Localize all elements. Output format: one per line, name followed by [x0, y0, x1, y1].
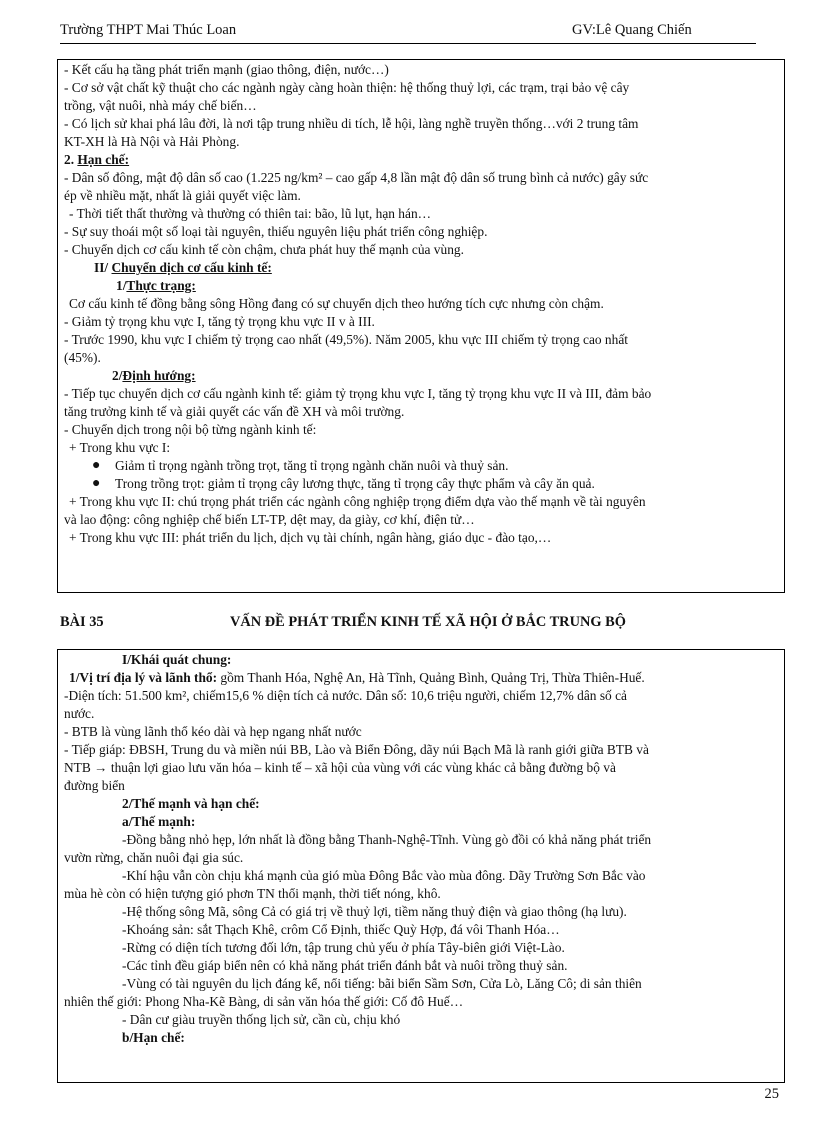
text-line: + Trong khu vực I:	[69, 440, 171, 455]
bullet-text: Trong trồng trọt: giảm tỉ trọng cây lương thực, tăng tỉ trọng cây thực phẩm và cây ăn quả.	[115, 476, 595, 491]
text-line: - Có lịch sử khai phá lâu đời, là nơi tập trung nhiều di tích, lễ hội, làng nghề truyền thống…với 2 trung tâm	[64, 116, 639, 131]
text-line: -Hệ thống sông Mã, sông Cả có giá trị về thuỷ lợi, tiềm năng thuỷ điện và giao thông (hạ lưu).	[122, 904, 627, 919]
bullet-item	[64, 475, 779, 493]
page-header	[60, 21, 756, 44]
text-line: NTB → thuận lợi giao lưu văn hóa – kinh tế – xã hội của vùng với các vùng khác cả bằng đường bộ và	[64, 760, 616, 775]
heading-number: 2/	[112, 368, 123, 383]
content-box-bottom	[57, 649, 785, 1083]
school-name: Trường THPT Mai Thúc Loan	[60, 22, 237, 38]
text-line: - Thời tiết thất thường và thường có thiên tai: bão, lũ lụt, hạn hán…	[69, 206, 432, 221]
text-line: tăng trưởng kinh tế và giải quyết các vấn đề XH và môi trường.	[64, 404, 405, 419]
text-line: mùa hè còn có hiện tượng gió phơn TN thổi mạnh, thời tiết nóng, khô.	[64, 886, 441, 901]
heading-text: Chuyển dịch cơ cấu kinh tế:	[111, 260, 272, 275]
text-line: nước.	[64, 706, 95, 721]
subheading-the-manh: a/Thế mạnh:	[122, 814, 196, 829]
text-line: - Sự suy thoái một số loại tài nguyên, thiếu nguyên liệu phát triển công nghiệp.	[64, 224, 488, 239]
text-line: - Cơ sở vật chất kỹ thuật cho các ngành ngày càng hoàn thiện: hệ thống thuỷ lợi, các trạm, trại bảo vệ cây	[64, 80, 630, 95]
text-line: - Dân cư giàu truyền thống lịch sử, cần cù, chịu khó	[122, 1012, 401, 1027]
text-line: - Giảm tỷ trọng khu vực I, tăng tỷ trọng khu vực II v à III.	[64, 314, 375, 329]
text-line: -Đồng bằng nhỏ hẹp, lớn nhất là đồng bằng Thanh-Nghệ-Tĩnh. Vùng gò đồi có khả năng phát triển	[122, 832, 652, 847]
text-line: + Trong khu vực II: chú trọng phát triển các ngành công nghiệp trọng điểm dựa vào thế mạnh về tài nguyên	[69, 494, 646, 509]
heading-number: 2.	[64, 152, 78, 167]
content-box-top	[57, 59, 785, 593]
heading-number: II/	[94, 260, 112, 275]
bullet-icon: ●	[92, 458, 101, 473]
heading-text: Thực trạng:	[126, 278, 196, 293]
text-line: - Chuyển dịch trong nội bộ từng ngành kinh tế:	[64, 422, 317, 437]
teacher-name: GV:Lê Quang Chiến	[572, 22, 692, 38]
text-line: - BTB là vùng lãnh thổ kéo dài và hẹp ngang nhất nước	[64, 724, 362, 739]
subheading-han-che: b/Hạn chế:	[122, 1030, 185, 1045]
bullet-icon: ●	[92, 476, 101, 491]
text-line: - Trước 1990, khu vực I chiếm tỷ trọng cao nhất (49,5%). Năm 2005, khu vực III chiếm tỷ trọng cao nhất	[64, 332, 628, 347]
lesson-heading	[60, 613, 780, 633]
text-line: ép về nhiều mặt, nhất là giải quyết việc làm.	[64, 188, 301, 203]
text-line: Cơ cấu kinh tế đồng bằng sông Hồng đang có sự chuyển dịch theo hướng tích cực nhưng còn chậm.	[69, 296, 604, 311]
text-line: - Chuyển dịch cơ cấu kinh tế còn chậm, chưa phát huy thế mạnh của vùng.	[64, 242, 464, 257]
lesson-title: VẤN ĐỀ PHÁT TRIỂN KINH TẾ XÃ HỘI Ở BẮC TRUNG BỘ	[230, 614, 626, 630]
lesson-number: BÀI 35	[60, 614, 104, 630]
text-line: (45%).	[64, 350, 101, 365]
section-heading-the-manh: 2/Thế mạnh và hạn chế:	[122, 796, 260, 811]
text-line: - Kết cấu hạ tầng phát triển mạnh (giao thông, điện, nước…)	[64, 62, 389, 77]
text-line: KT-XH là Hà Nội và Hải Phòng.	[64, 134, 240, 149]
section-heading-han-che	[64, 151, 779, 169]
heading-number: 1/	[116, 278, 127, 293]
text-line: -Rừng có diện tích tương đối lớn, tập trung chủ yếu ở phía Tây-biên giới Việt-Lào.	[122, 940, 565, 955]
text-line: + Trong khu vực III: phát triển du lịch, dịch vụ tài chính, ngân hàng, giáo dục - đào tạo,…	[69, 530, 552, 545]
text-line: trồng, vật nuôi, nhà máy chế biến…	[64, 98, 257, 113]
text-line: nhiên thế giới: Phong Nha-Kẽ Bàng, di sản văn hóa thế giới: Cố đô Huế…	[64, 994, 464, 1009]
text-line: - Tiếp tục chuyển dịch cơ cấu ngành kinh tế: giảm tỷ trọng khu vực I, tăng tỷ trọng khu vực II và III, đảm bảo	[64, 386, 652, 401]
heading-text: Định hướng:	[122, 368, 196, 383]
text-line: đường biển	[64, 778, 125, 793]
text-line: -Khoáng sản: sắt Thạch Khê, crôm Cổ Định, thiếc Quỳ Hợp, đá vôi Thanh Hóa…	[122, 922, 560, 937]
text-line: -Các tỉnh đều giáp biển nên có khả năng phát triển đánh bắt và nuôi trồng thuỷ sản.	[122, 958, 568, 973]
text-line: - Tiếp giáp: ĐBSH, Trung du và miền núi BB, Lào và Biển Đông, dãy núi Bạch Mã là ranh giới giữa BTB và	[64, 742, 649, 757]
text-span: gồm Thanh Hóa, Nghệ An, Hà Tĩnh, Quảng Bình, Quảng Trị, Thừa Thiên-Huế.	[217, 670, 645, 685]
subheading-dinh-huong	[64, 367, 779, 385]
text-line: - Dân số đông, mật độ dân số cao (1.225 ng/km² – cao gấp 4,8 lần mật độ dân số trung bình cả nước) gây sức	[64, 170, 649, 185]
text-line: -Vùng có tài nguyên du lịch đáng kể, nổi tiếng: bãi biển Sầm Sơn, Cửa Lò, Lăng Cô; di sản thiên	[122, 976, 642, 991]
bullet-text: Giảm tỉ trọng ngành trồng trọt, tăng tỉ trọng ngành chăn nuôi và thuỷ sản.	[115, 458, 509, 473]
page-number: 25	[764, 1086, 779, 1102]
text-line: -Diện tích: 51.500 km², chiếm15,6 % diện tích cả nước. Dân số: 10,6 triệu người, chiếm 12,7% dân số cả	[64, 688, 627, 703]
section-heading-khai-quat: I/Khái quát chung:	[122, 652, 232, 667]
text-line: -Khí hậu vẫn còn chịu khá mạnh của gió mùa Đông Bắc vào mùa đông. Dãy Trường Sơn Bắc vào	[122, 868, 646, 883]
bullet-item	[64, 457, 779, 475]
subheading-thuc-trang	[64, 277, 779, 295]
heading-text: Hạn chế:	[77, 152, 130, 167]
text-line: và lao động: công nghiệp chế biến LT-TP, dệt may, da giày, cơ khí, điện tử…	[64, 512, 475, 527]
heading-text: 1/Vị trí địa lý và lãnh thổ:	[69, 670, 218, 685]
text-line	[64, 669, 779, 687]
text-line: vườn rừng, chăn nuôi đại gia súc.	[64, 850, 244, 865]
section-heading-chuyen-dich	[64, 259, 779, 277]
